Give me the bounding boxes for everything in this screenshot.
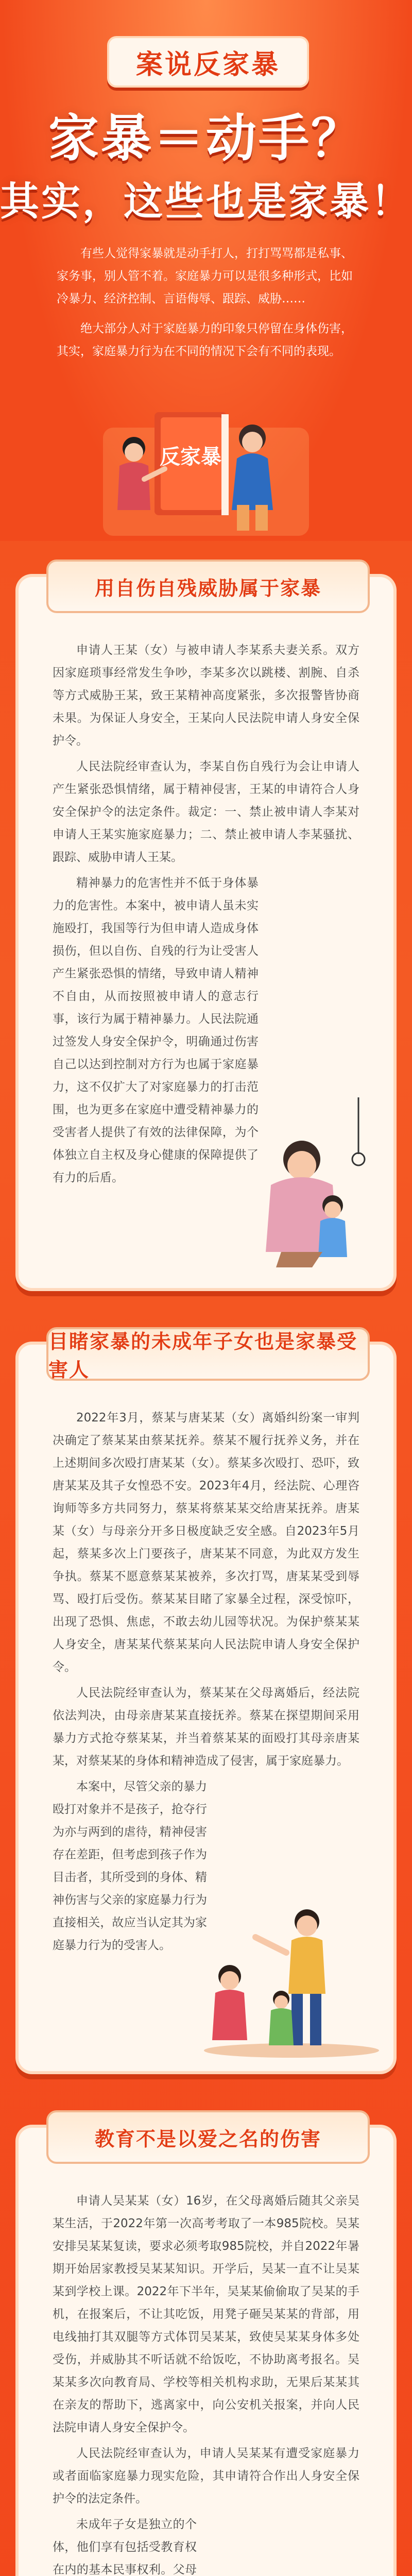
headline-primary: 家暴＝动手？: [48, 109, 364, 168]
section-title: 教育不是以爱之名的伤害: [94, 2127, 321, 2150]
section-title-tab: [46, 2110, 370, 2164]
section-card-3: [19, 2128, 393, 2576]
section-body: [53, 2190, 359, 2576]
mother-child-illustration: [240, 1097, 384, 1273]
section-title-tab: [46, 560, 370, 613]
badge-title-text: 案说反家暴: [135, 49, 280, 80]
section-paragraph: 申请人王某（女）与被申请人李某系夫妻关系。双方因家庭琐事经常发生争吵，李某多次以跳楼、割腕、自杀等方式威胁王某，致王某精神高度紧张，多次报警皆协商未果。为保证人身安全，王某向人民法院申请人身安全保护令。: [53, 643, 359, 748]
section-paragraph: 未成年子女是独立的个体，他们享有包括受教育权在内的基本民事权利。父母: [53, 2518, 197, 2576]
section-title: 用自伤自残威胁属于家暴: [94, 577, 321, 600]
badge-title: [107, 36, 309, 88]
book-illustration: [93, 397, 319, 536]
section-body: [53, 1406, 359, 1960]
section-card-1: [19, 577, 393, 1288]
headline-secondary: 其实，这些也是家暴！: [0, 178, 412, 224]
intro-text: [57, 242, 355, 370]
book-label: 反家暴: [160, 445, 221, 469]
section-title: 目睹家暴的未成年子女也是家暴受害人: [48, 1330, 358, 1381]
section-paragraph: 人民法院经审查认为，申请人吴某某有遭受家庭暴力或者面临家庭暴力现实危险，其申请符合作出人身安全保护令的法定条件。: [53, 2447, 359, 2505]
section-title-tab: [46, 1327, 370, 1381]
intro-paragraph: 有些人觉得家暴就是动手打人，打打骂骂都是私事、家务事，别人管不着。家庭暴力可以是很多种形式，比如冷暴力、经济控制、言语侮辱、跟踪、威胁……: [57, 247, 353, 306]
intro-paragraph: 绝大部分人对于家庭暴力的印象只停留在身体伤害，其实，家庭暴力行为在不同的情况下会有不同的表现。: [57, 322, 353, 358]
section-paragraph: 人民法院经审查认为，李某自伤自残行为会让申请人产生紧张恐惧情绪，属于精神侵害，王某的申请符合人身安全保护令的法定条件。裁定：一、禁止被申请人李某对申请人王某实施家庭暴力；二、禁止被申请人李某骚扰、跟踪、威胁申请人王某。: [53, 760, 359, 864]
family-conflict-illustration: [188, 1886, 384, 2061]
section-paragraph: 申请人吴某某（女）16岁，在父母离婚后随其父亲吴某生活，于2022年第一次高考考取了一本985院校。吴某安排吴某某复读，要求必须考取985院校，并自2022年暑期开始居家教授吴某某知识。开学后，吴某一直不让吴某某到学校上课。2022年下半年，吴某某偷偷取了吴某的手机，在报案后，不让其吃饭，用凳子砸吴某某的背部，用电线抽打其双腿等方式体罚吴某某，致使吴某某身体多处受伤，并威胁其不听话就不给饭吃，不协助离考报名。吴某某多次向教育局、学校等相关机构求助，无果后某某其在亲友的帮助下，逃离家中，向公安机关报案，并向人民法院申请人身安全保护令。: [53, 2194, 359, 2434]
section-paragraph: 本案中，尽管父亲的暴力殴打对象并不是孩子，抢夺行为亦与两到的虐待，精神侵害存在差距，但考虑到孩子作为目击者，其所受到的身体、精神伤害与父亲的家庭暴力行为直接相关，故应当认定其为家庭暴力行为的受害人。: [53, 1780, 207, 1952]
section-paragraph: 精神暴力的危害性并不低于身体暴力的危害性。本案中，被申请人虽未实施殴打，我国等行为但申请人造成身体损伤，但以自伤、自残的行为让受害人产生紧张恐惧的情绪，导致申请人精神不自由，从而按照被申请人的意志行事，该行为属于精神暴力。人民法院通过签发人身安全保护令，明确通过伤害自己以达到控制对方行为也属于家庭暴力，这不仅扩大了对家庭暴力的打击范围，也为更多在家庭中遭受精神暴力的受害者人提供了有效的法律保障，为个体独立自主权及身心健康的保障提供了有力的后盾。: [53, 876, 259, 1184]
section-paragraph: 2022年3月，蔡某与唐某某（女）离婚纠纷案一审判决确定了蔡某某由蔡某抚养。蔡某不履行抚养义务，并在上述期间多次殴打唐某某（女）。蔡某多次殴打、恐吓，致唐某某及其子女惶恐不安。2023年4月，经法院、心理咨询师等多方共同努力，蔡某将蔡某某交给唐某抚养。唐某某（女）与母亲分开多日极度缺乏安全感。自2023年5月起，蔡某多次上门要孩子，唐某某不同意，为此双方发生争执。蔡某不愿意蔡某某被养，多次打骂，唐某某受到辱骂、殴打后受伤。蔡某某目睹了家暴全过程，深受惊吓，出现了恐惧、焦虑，不敢去幼儿园等状况。为保护蔡某某人身安全，唐某某代蔡某某向人民法院申请人身安全保护令。: [53, 1411, 359, 1674]
hero-section: [0, 0, 412, 541]
section-paragraph: 人民法院经审查认为，蔡某某在父母离婚后，经法院依法判决，由母亲唐某某直接抚养。蔡某在探望期间采用暴力方式抢夺蔡某某，并当着蔡某某的面殴打其母亲唐某某，对蔡某某的身体和精神造成了侵害，属于家庭暴力。: [53, 1686, 359, 1768]
section-card-2: [19, 1330, 393, 2071]
